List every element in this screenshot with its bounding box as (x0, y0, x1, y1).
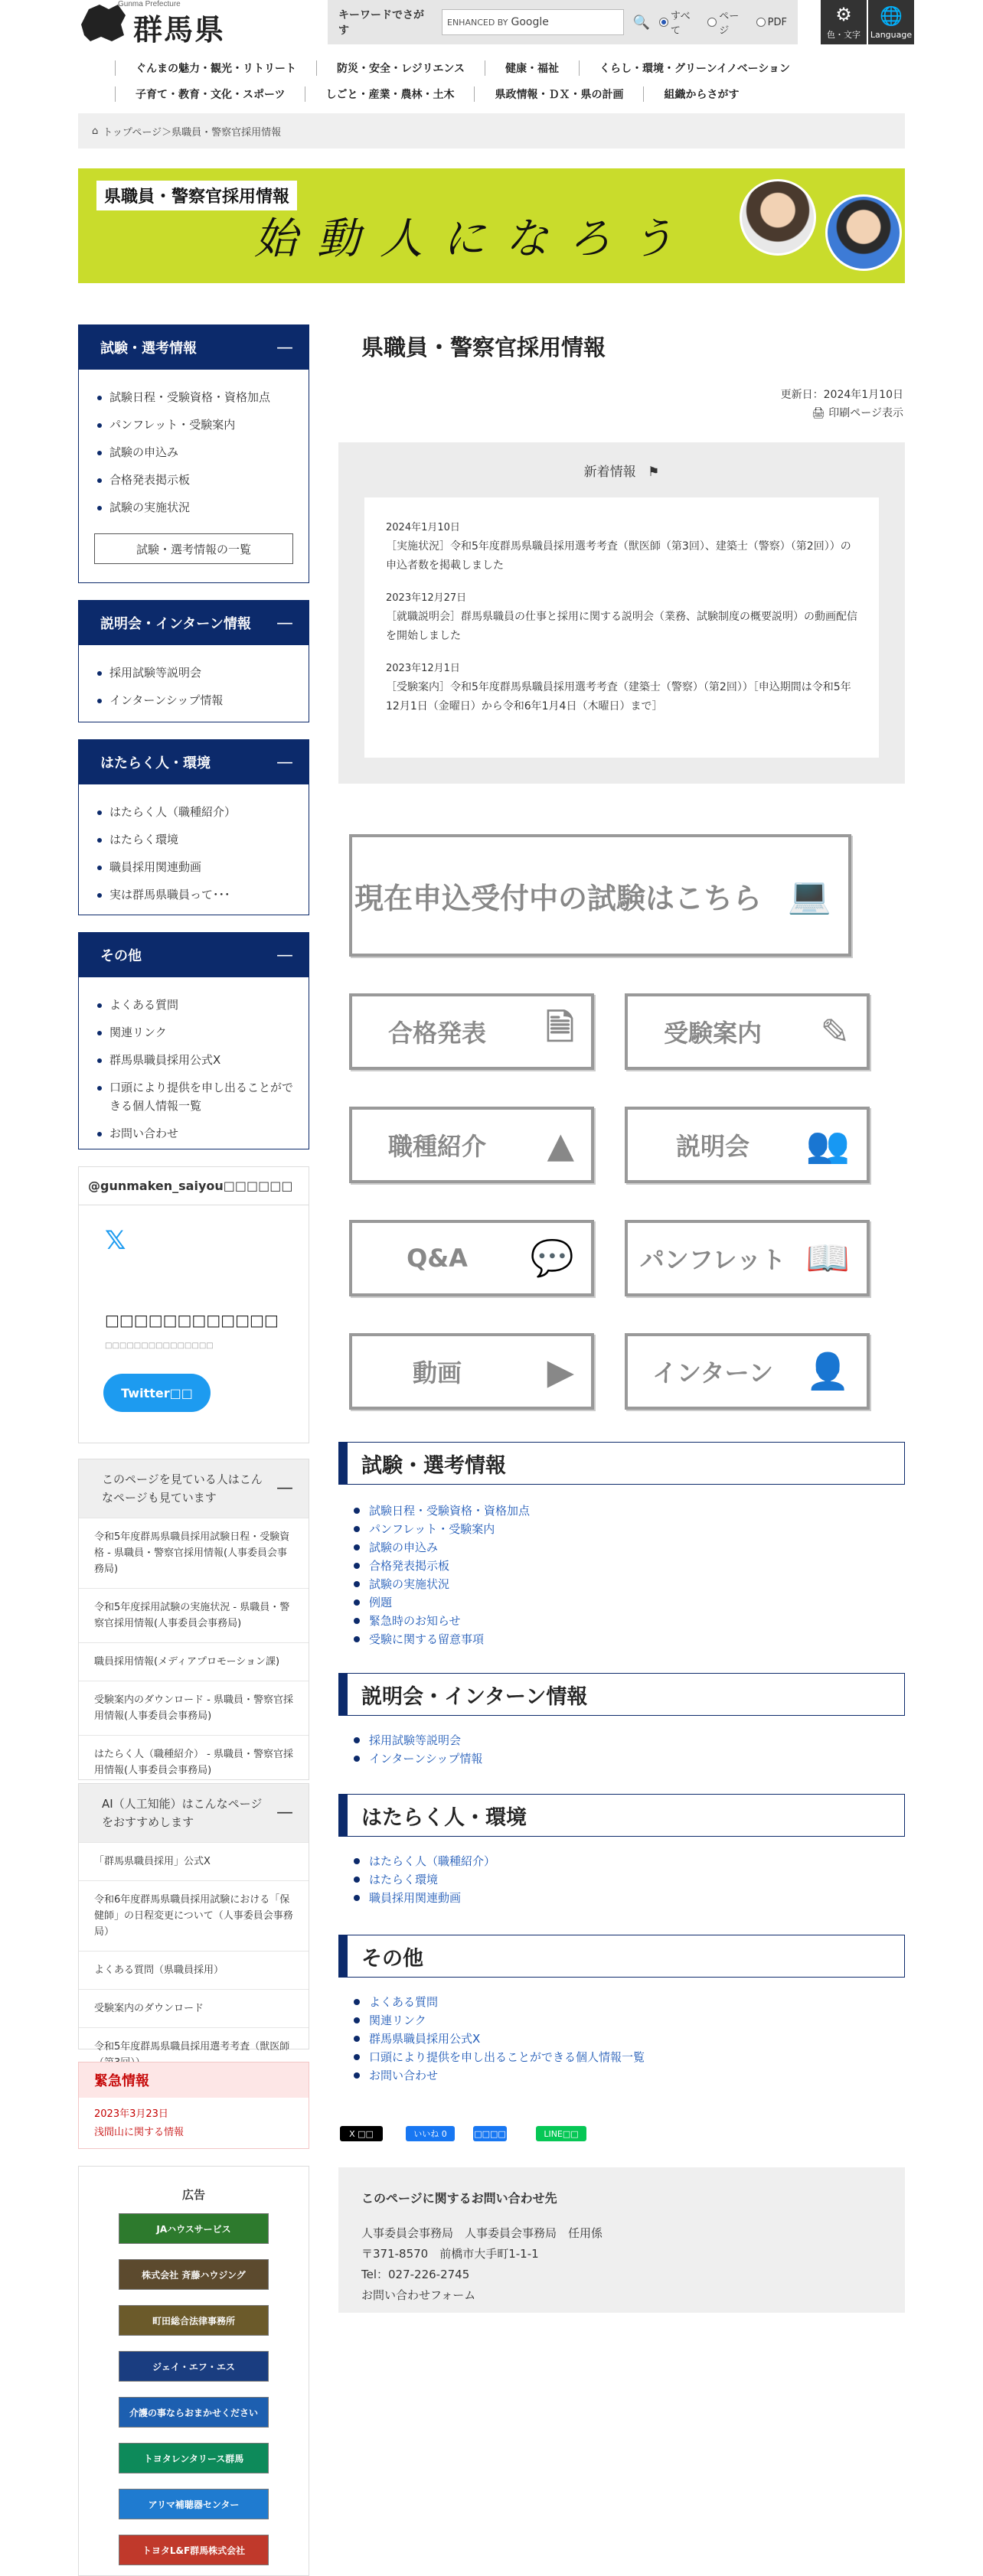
x-logo-icon: 𝕏 (105, 1225, 126, 1256)
ai-header[interactable]: AI（人工知能）はこんなページをおすすめします — (79, 1784, 309, 1842)
color-text-button[interactable]: ⚙ 色・文字 (821, 0, 867, 44)
section-link[interactable]: はたらく環境 (354, 1870, 495, 1889)
section-link[interactable]: パンフレット・受験案内 (354, 1520, 530, 1538)
gnav-item[interactable]: 子育て・教育・文化・スポーツ (115, 86, 305, 102)
side-link[interactable]: 採用試験等説明会 (109, 659, 309, 686)
section-links (354, 1731, 482, 1768)
result-button[interactable]: 合格発表 🗎 (349, 993, 594, 1070)
facebook-like-button[interactable]: いいね 0 (406, 2126, 455, 2141)
ad-banner[interactable]: JAハウスサービス (119, 2213, 269, 2244)
exam-list-button[interactable]: 試験・選考情報の一覧 (94, 533, 293, 564)
shapes-icon: ▲ (547, 1124, 574, 1166)
ad-banner[interactable]: 株式会社 斉藤ハウジング (119, 2259, 269, 2290)
side-menu-exam (78, 324, 309, 583)
gnav-item[interactable]: 県政情報・ＤＸ・県の計画 (474, 86, 643, 102)
ad-title: 広告 (181, 2188, 205, 2202)
section-link[interactable]: 採用試験等説明会 (354, 1731, 482, 1749)
side-menu-header[interactable]: はたらく人・環境 — (79, 740, 309, 784)
section-link[interactable]: インターンシップ情報 (354, 1749, 482, 1768)
radio-all[interactable]: すべて (659, 8, 700, 37)
side-link[interactable]: 群馬県職員採用公式X (109, 1046, 298, 1074)
side-link[interactable]: 試験の申込み (109, 439, 309, 466)
section-heading: その他 (338, 1935, 905, 1978)
pamphlet-button[interactable]: パンフレット 📖 (625, 1220, 870, 1296)
twitter-handle[interactable]: @gunmaken_saiyou□□□□□□ (79, 1167, 309, 1205)
section-link[interactable]: 受験に関する留意事項 (354, 1630, 530, 1648)
side-link[interactable]: 職員採用関連動画 (109, 853, 309, 881)
ad-banner[interactable]: ジェイ・エフ・エス (119, 2351, 269, 2382)
related-link[interactable]: 職員採用情報(メディアプロモーション課) (79, 1642, 309, 1681)
breadcrumb: ⌂ トップページ＞県職員・警察官採用情報 (78, 113, 905, 148)
gnav-item[interactable]: くらし・環境・グリーンイノベーション (579, 60, 810, 76)
video-button[interactable]: 動画 ▶ (349, 1333, 594, 1410)
contact-dept: 人事委員会事務局 人事委員会事務局 任用係 (361, 2226, 603, 2240)
ai-recommend (78, 1783, 309, 2053)
emergency-info (78, 2062, 309, 2149)
contact-address: 〒371-8570 前橋市大手町1-1-1 (361, 2247, 539, 2261)
side-link[interactable]: 試験の実施状況 (109, 494, 309, 521)
job-type-button[interactable]: 職種紹介 ▲ (349, 1107, 594, 1183)
ai-link[interactable]: 「群馬県職員採用」公式X (79, 1842, 309, 1880)
side-link[interactable]: パンフレット・受験案内 (109, 411, 309, 439)
ai-link[interactable]: 令和5年度群馬県職員採用選考考査（獣医師 (79, 2027, 309, 2082)
emergency-date: 2023年3月23日 (94, 2108, 168, 2120)
news-date: 2023年12月1日 (386, 663, 460, 674)
gnav-item[interactable]: ぐんまの魅力・観光・リトリート (115, 60, 316, 76)
ad-area (78, 2166, 309, 2576)
language-button[interactable]: 🌐 Language (868, 0, 914, 44)
news-title: 新着情報 ⚑ (583, 465, 660, 480)
side-menu-header[interactable]: 試験・選考情報 — (79, 325, 309, 370)
news-list (364, 497, 879, 758)
seminar-button[interactable]: 説明会 👥 (625, 1107, 870, 1183)
section-link[interactable]: はたらく人（職種紹介） (354, 1852, 495, 1870)
contact-box (338, 2167, 905, 2313)
banner-catchphrase: 始動人になろう (254, 214, 694, 264)
section-heading: はたらく人・環境 (338, 1794, 905, 1837)
section-links (354, 1502, 530, 1648)
update-info (750, 386, 903, 422)
ad-banner[interactable]: 町田総合法律事務所 (119, 2305, 269, 2336)
home-icon: ⌂ (92, 125, 99, 137)
side-link[interactable]: 実は群馬県職員って･･･ (109, 881, 309, 908)
line-share-button[interactable]: LINE□□ (536, 2126, 586, 2141)
contact-title: このページに関するお問い合わせ先 (361, 2191, 557, 2206)
intern-button[interactable]: インターン 👤 (625, 1333, 870, 1410)
side-menu-header[interactable]: その他 — (79, 933, 309, 977)
gnav-item[interactable]: 組織からさがす (643, 86, 759, 102)
person-icon: 👤 (805, 1350, 850, 1392)
side-link[interactable]: はたらく人（職種紹介） (109, 798, 309, 826)
side-menu-work (78, 739, 309, 915)
collapse-icon: — (276, 337, 293, 357)
news-text[interactable]: ［就職説明会］群馬県職員の仕事と採用に関する説明会（業務、試験制度の概要説明）の動画配信を開始しました (386, 611, 857, 642)
side-link[interactable]: インターンシップ情報 (109, 686, 309, 714)
globe-icon: 🌐 (880, 5, 903, 27)
related-link[interactable]: 令和5年度群馬県職員採用試験日程・受験資格 - 県職員・警察官採用情報(人事委員会事務局) (79, 1518, 309, 1588)
news-text[interactable]: ［実施状況］令和5年度群馬県職員採用選考考査（獣医師（第3回）、建築士（警察）（第2回））の申込者数を掲載しました (386, 540, 851, 572)
hero-banner (78, 168, 905, 283)
radio-pdf[interactable]: PDF (756, 17, 787, 28)
collapse-icon: — (276, 1803, 293, 1822)
gnav-item[interactable]: 健康・福祉 (485, 60, 579, 76)
search-label: キーワードでさがす (338, 9, 424, 37)
staff-photo (740, 179, 816, 256)
ai-link[interactable]: 令和6年度群馬県職員採用試験における「保健師」の日程変更について（人事委員会事務局） (79, 1880, 309, 1951)
print-link[interactable]: 🖨 印刷ページ表示 (812, 407, 903, 419)
logo-japanese: 群馬県 (133, 13, 226, 47)
twitter-sub: □□□□□□□□□□□□□□□ (105, 1342, 214, 1350)
section-heading: 説明会・インターン情報 (338, 1673, 905, 1716)
search-bar (328, 0, 798, 44)
side-menu-header[interactable]: 説明会・インターン情報 — (79, 601, 309, 645)
chat-icon: 💬 (530, 1237, 574, 1279)
section-link[interactable]: 職員採用関連動画 (354, 1889, 495, 1907)
banner-title: 県職員・警察官採用情報 (96, 181, 297, 210)
related-pages (78, 1459, 309, 1780)
logo-english: Gunma Prefecture (118, 0, 181, 8)
collapse-icon: — (276, 945, 293, 965)
related-header[interactable]: このページを見ている人はこんなページも見ています — (79, 1459, 309, 1518)
section-link[interactable]: 試験の実施状況 (354, 1575, 530, 1593)
collapse-icon: — (276, 1479, 293, 1498)
section-link[interactable]: お問い合わせ (354, 2066, 645, 2085)
twitter-embed (78, 1166, 309, 1443)
section-link[interactable]: 試験の申込み (354, 1538, 530, 1557)
section-link[interactable]: 緊急時のお知らせ (354, 1612, 530, 1630)
side-link[interactable]: はたらく環境 (109, 826, 309, 853)
side-link[interactable]: よくある質問 (109, 991, 298, 1019)
contact-form-link[interactable]: お問い合わせフォーム (361, 2288, 476, 2302)
twitter-title: □□□□□□□□□□□□ (105, 1311, 279, 1329)
contact-tel: Tel：027-226-2745 (361, 2268, 470, 2281)
news-date: 2024年1月10日 (386, 522, 460, 533)
collapse-icon: — (276, 752, 293, 772)
staff-photo (825, 194, 902, 271)
ai-link[interactable]: 受験案内のダウンロード (79, 1989, 309, 2027)
side-link[interactable]: お問い合わせ (109, 1120, 298, 1147)
news-box (338, 442, 905, 784)
section-link[interactable]: 関連リンク (354, 2011, 645, 2030)
news-date: 2023年12月27日 (386, 592, 467, 604)
ad-banner[interactable]: トヨタL&F群馬株式会社 (119, 2535, 269, 2565)
ad-banner[interactable]: トヨタレンタリース群馬 (119, 2443, 269, 2473)
book-icon: 📖 (805, 1237, 850, 1279)
current-exams-button[interactable]: 現在申込受付中の試験はこちら 💻 (349, 834, 851, 957)
section-heading: 試験・選考情報 (338, 1442, 905, 1485)
side-link[interactable]: 合格発表掲示板 (109, 466, 309, 494)
section-link[interactable]: 合格発表掲示板 (354, 1557, 530, 1575)
section-link[interactable]: 群馬県職員採用公式X (354, 2030, 645, 2048)
section-links (354, 1993, 645, 2085)
related-link[interactable]: 受験案内のダウンロード - 県職員・警察官採用情報(人事委員会事務局) (79, 1681, 309, 1735)
section-link[interactable]: 試験日程・受験資格・資格加点 (354, 1502, 530, 1520)
side-link[interactable]: 口頭により提供を申し出ることができる個人情報一覧 (109, 1074, 298, 1120)
site-logo[interactable] (78, 0, 231, 46)
section-link[interactable]: よくある質問 (354, 1993, 645, 2011)
emergency-title: 緊急情報 (79, 2062, 309, 2098)
search-icon[interactable]: 🔍 (632, 14, 651, 31)
gnav-item[interactable]: 防災・安全・レジリエンス (316, 60, 485, 76)
audience-icon: 👥 (805, 1123, 850, 1166)
global-nav (115, 55, 804, 107)
guide-button[interactable]: 受験案内 ✎ (625, 993, 870, 1070)
side-link[interactable]: 関連リンク (109, 1019, 298, 1046)
collapse-icon: — (276, 613, 293, 633)
laptop-icon: 💻 (787, 874, 831, 916)
twitter-button[interactable]: Twitter□□ (103, 1374, 211, 1412)
related-link[interactable]: はたらく人（職種紹介） - 県職員・警察官採用情報(人事委員会事務局) (79, 1735, 309, 1789)
qa-button[interactable]: Q&A 💬 (349, 1220, 594, 1296)
side-menu-seminar (78, 600, 309, 722)
section-links (354, 1852, 495, 1907)
x-share-button[interactable]: X □□ (340, 2126, 383, 2141)
section-link[interactable]: 口頭により提供を申し出ることができる個人情報一覧 (354, 2048, 645, 2066)
ad-banner[interactable]: アリマ補聴器センター (119, 2489, 269, 2519)
side-link[interactable]: 試験日程・受験資格・資格加点 (109, 383, 309, 411)
side-menu-other (78, 932, 309, 1149)
gnav-item[interactable]: しごと・産業・農林・土木 (305, 86, 474, 102)
section-link[interactable]: 例題 (354, 1593, 530, 1612)
ai-link[interactable]: よくある質問（県職員採用） (79, 1951, 309, 1989)
gear-icon: ⚙ (835, 4, 852, 25)
page-title: 県職員・警察官採用情報 (361, 334, 606, 360)
search-input[interactable]: ENHANCED BY Google (442, 9, 624, 35)
document-icon: 🗎 (546, 1006, 574, 1048)
printer-icon: 🖨 (812, 407, 825, 419)
flag-icon: ⚑ (648, 465, 660, 480)
ad-banner[interactable]: 介護の事ならおまかせください (119, 2397, 269, 2428)
play-icon: ▶ (547, 1351, 574, 1392)
radio-page[interactable]: ページ (707, 8, 748, 37)
edit-icon: ✎ (820, 1011, 850, 1052)
update-date: 更新日：2024年1月10日 (780, 389, 903, 401)
facebook-share-button[interactable]: □□□□ (473, 2126, 507, 2141)
news-text[interactable]: ［受験案内］令和5年度群馬県職員採用選考考査（建築士（警察）（第2回））［申込期間は令和5年12月1日（金曜日）から令和6年1月4日（木曜日）まで］ (386, 681, 851, 712)
emergency-link[interactable]: 浅間山に関する情報 (94, 2127, 185, 2138)
related-link[interactable]: 令和5年度採用試験の実施状況 - 県職員・警察官採用情報(人事委員会事務局) (79, 1588, 309, 1642)
